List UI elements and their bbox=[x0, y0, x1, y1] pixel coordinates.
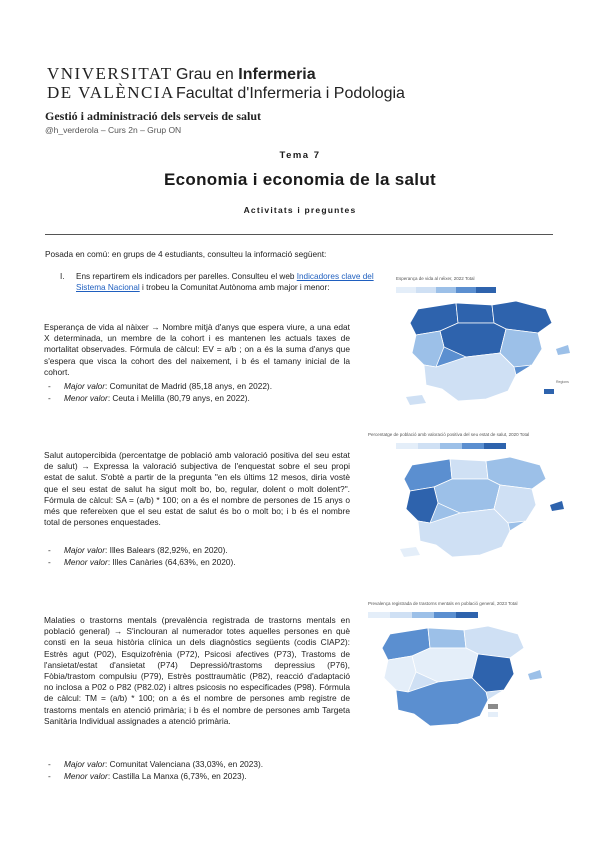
indicator-description-2: Salut autopercibida (percentatge de població amb valoració positiva del seu estat de salut) → Expressa la valoració subjectiva de l'enquestat sobre el seu propi estat de salut. S'obtè a partir de la pregunta "en els últims 12 mesos, diria vostè que el seu estat de salut ha sigut molt bo, bo, regular, dolent o molt dolent?". Fórmula de càlcul: SA = (a/b) * 100; on a és el nombre de persones de 15 anys o més que refereixen que el seu estat de salut és bo o molt bo; i b és el nombre total de persones enquestades. bbox=[44, 450, 350, 528]
page-title: Economia i economia de la salut bbox=[164, 170, 436, 189]
page-subtitle: Activitats i preguntes bbox=[243, 205, 357, 215]
course-meta: @h_verderola – Curs 2n – Grup ON bbox=[45, 125, 182, 135]
spain-map bbox=[368, 618, 548, 733]
indicator-description-1: Esperança de vida al nàixer → Nombre mitjà d'anys que espera viure, a una edat X determinada, un membre de la cohort i es mantenen les actuals taxes de mortalitat observades. Fórmula de càlcul: EV = a/b ; on a és la suma d'anys que s'espera que visca la cohort des del naixement, i b és el tamany inicial de la cohort. bbox=[44, 322, 350, 377]
degree-header: Grau en Infermeria Facultat d'Infermeria i Podologia bbox=[176, 66, 405, 102]
tema-label: Tema 7 bbox=[279, 150, 321, 161]
map-title: Esperança de vida al néixer, 2022 Total bbox=[396, 276, 475, 281]
max-value-1: - Major valor: Comunitat de Madrid (85,18 anys, en 2022). bbox=[48, 381, 273, 391]
map-mental-disorders bbox=[368, 601, 578, 761]
map-legend-label: Regions bbox=[556, 380, 569, 384]
item-number: I. bbox=[60, 272, 65, 281]
map-self-perceived-health bbox=[368, 432, 578, 592]
indicators-link[interactable]: Indicadores clave del Sistema Nacional bbox=[76, 272, 374, 292]
min-value-3: - Menor valor: Castilla La Manxa (6,73%, en 2023). bbox=[48, 771, 247, 781]
max-value-2: - Major valor: Illes Balears (82,92%, en 2020). bbox=[48, 545, 228, 555]
indicator-description-3: Malaties o trastorns mentals (prevalència registrada de trastorns mentals en població general) → S'inclouran al numerador totes aquelles persones en què consti en la seua història clínica un dels diagnòstics següents (codis CIAP2): Estrès agut (P02), Esquizofrènia (P72), Psicosi afectives (P73), Trastoms de l'ansietat/estat d'ansietat (P74) Depressió/trastoms depressius (P76), Fòbia/trastom compulsiu (P79), Estrès posttraumàtic (P82), reacció d'adaptació no inclosa a P02 o P82 (P82.02) i altres psicosis no especificades (P98). Fórmula de càlcul: TM = (a/b) * 100; on a és el nombre de persones amb registre de trastorns mentals en atenció primària; i b és el nombre de persones amb Targeta Sanitària Individual assignades a atenció primària. bbox=[44, 615, 350, 726]
spain-map bbox=[390, 449, 570, 564]
spain-map bbox=[396, 293, 576, 413]
university-logo: VNIVERSITAT DE VALÈNCIA bbox=[47, 64, 175, 102]
min-value-2: - Menor valor: Illes Canàries (64,63%, en 2020). bbox=[48, 557, 236, 567]
course-title: Gestió i administració dels serveis de salut bbox=[45, 109, 261, 123]
max-value-3: - Major valor: Comunitat Valenciana (33,03%, en 2023). bbox=[48, 759, 264, 769]
divider bbox=[45, 234, 553, 235]
map-title: Prevalença registrada de trastorns mentals en població general, 2023 Total bbox=[368, 601, 518, 606]
min-value-1: - Menor valor: Ceuta i Melilla (80,79 anys, en 2022). bbox=[48, 393, 250, 403]
map-life-expectancy bbox=[396, 276, 576, 421]
map-title: Percentatge de població amb valoració positiva del seu estat de salut, 2020 Total bbox=[368, 432, 530, 437]
intro-text: Posada en comú: en grups de 4 estudiants, consulteu la informació següent: bbox=[45, 249, 327, 259]
